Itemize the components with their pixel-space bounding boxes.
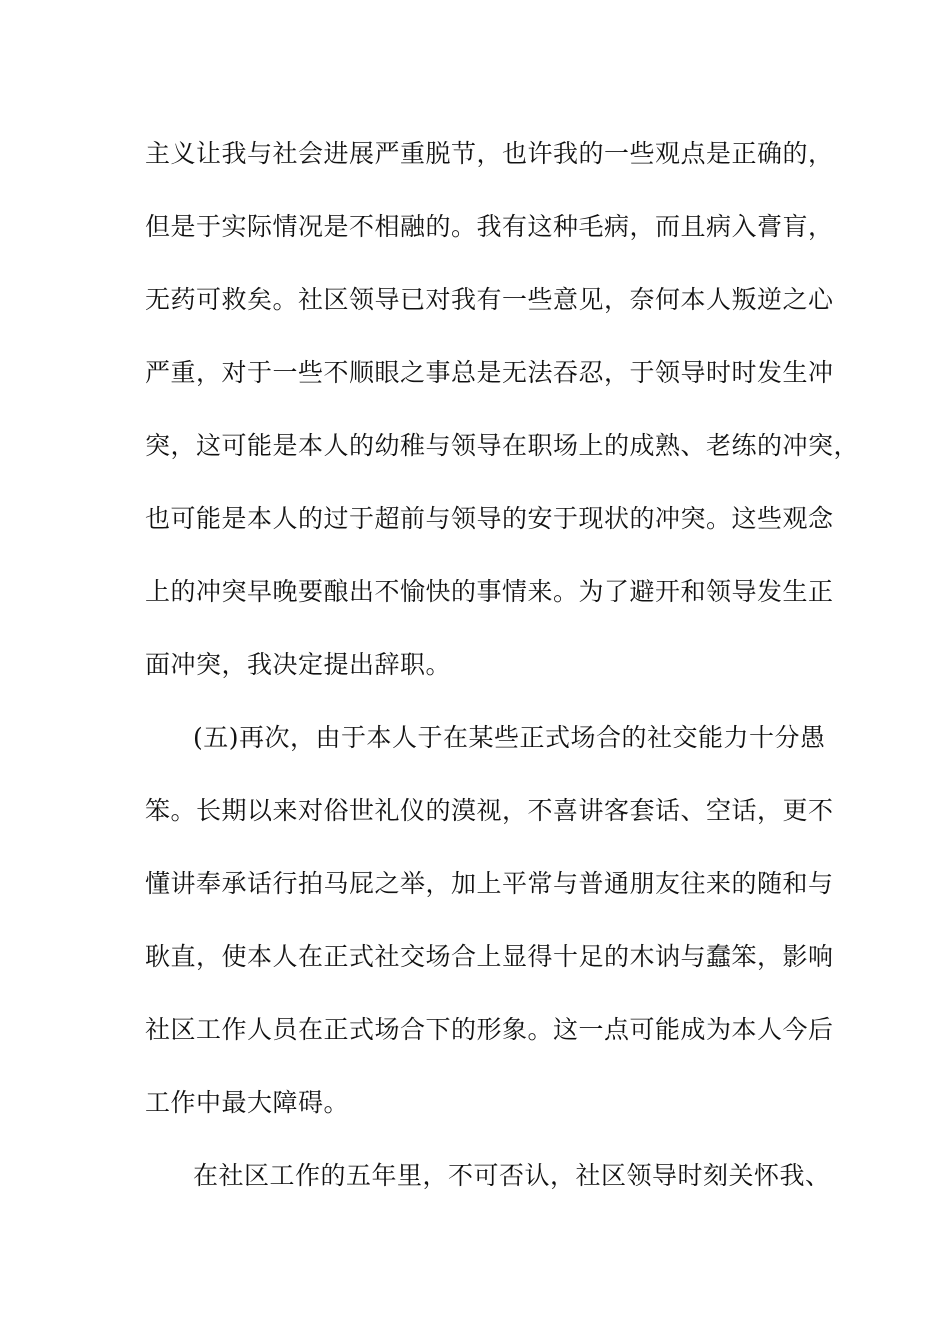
text-line-13: 社区工作人员在正式场合下的形象。这一点可能成为本人今后 (145, 1015, 834, 1044)
text-line-4: 严重，对于一些不顺眼之事总是无法吞忍，于领导时时发生冲 (145, 358, 834, 387)
text-line-12: 耿直，使本人在正式社交场合上显得十足的木讷与蠢笨，影响 (145, 942, 834, 971)
text-line-6: 也可能是本人的过于超前与领导的安于现状的冲突。这些观念 (145, 504, 834, 533)
text-line-1: 主义让我与社会进展严重脱节，也许我的一些观点是正确的， (145, 139, 834, 168)
text-line-8: 面冲突，我决定提出辞职。 (145, 650, 452, 679)
text-line-15: 在社区工作的五年里，不可否认，社区领导时刻关怀我、 (193, 1161, 831, 1190)
text-line-7: 上的冲突早晚要酿出不愉快的事情来。为了避开和领导发生正 (145, 577, 834, 606)
text-line-3: 无药可救矣。社区领导已对我有一些意见，奈何本人叛逆之心 (145, 285, 834, 314)
text-line-5: 突，这可能是本人的幼稚与领导在职场上的成熟、老练的冲突， (145, 431, 860, 460)
text-line-11: 懂讲奉承话行拍马屁之举，加上平常与普通朋友往来的随和与 (145, 869, 834, 898)
text-line-2: 但是于实际情况是不相融的。我有这种毛病，而且病入膏肓， (145, 212, 834, 241)
text-line-10: 笨。长期以来对俗世礼仪的漠视，不喜讲客套话、空话，更不 (145, 796, 834, 825)
text-line-9: (五)再次，由于本人于在某些正式场合的社交能力十分愚 (193, 723, 826, 752)
text-line-14: 工作中最大障碍。 (145, 1088, 350, 1117)
